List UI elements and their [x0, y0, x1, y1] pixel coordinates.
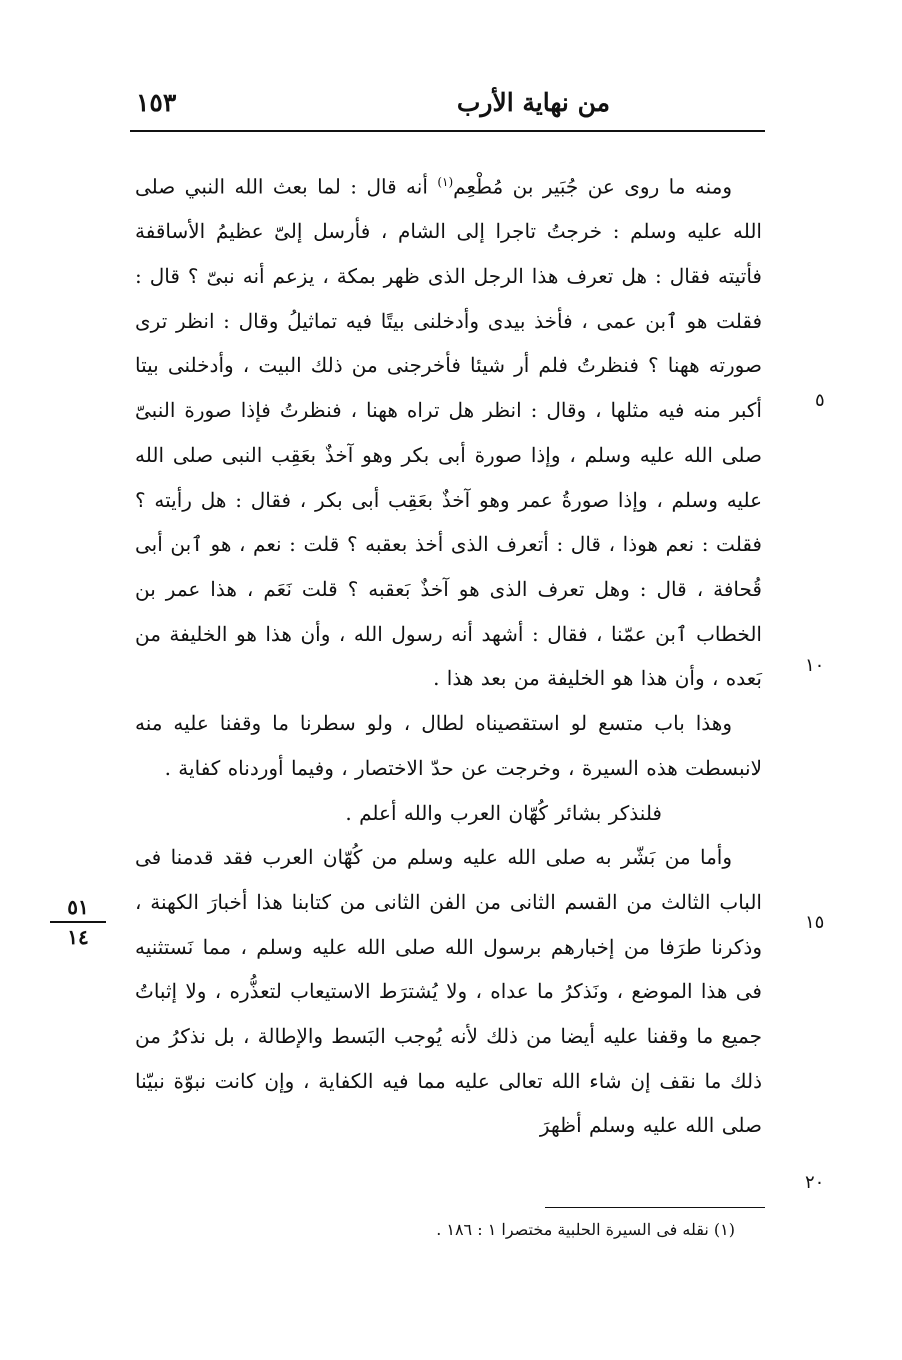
line-number-15: ١٥ — [805, 912, 825, 933]
paragraph-4: وأما من بَشّر به صلى الله عليه وسلم من كُهّان العرب فقد قدمنا فى الباب الثالث من القسم الثانى من الفن الثانى من كتابنا هذا أخبارَ الكهنة ، وذكرنا طرَفا من إخبارهم برسول الله صلى الله عليه وسلم ، مما نَستثنيه فى هذا الموضع ، ونَذكرُ ما عداه ، ولا يُشترَط الاستيعاب لتعذُّره ، ولا إثباتُ جميع ما وقفنا عليه أيضا من ذلك لأنه يُوجب البَسط والإطالة ، بل نذكرُ من ذلك ما نقف إن شاء الله تعالى عليه مما فيه الكفاية ، وإن كانت نبوّة نبيّنا صلى الله عليه وسلم أظهرَ — [135, 845, 762, 1138]
manuscript-number: ١٤ — [67, 925, 89, 949]
paragraph-2: وهذا باب متسع لو استقصيناه لطال ، ولو سطرنا ما وقفنا عليه منه لانبسطت هذه السيرة ، وخرجت عن حدّ الاختصار ، وفيما أوردناه كفاية . — [135, 711, 762, 780]
footnote: (١) نقله فى السيرة الحلبية مختصرا ١ : ١٨٦ . — [436, 1220, 735, 1239]
folio-number: ٥١ — [67, 895, 89, 919]
line-number-5: ٥ — [815, 390, 825, 411]
header-rule — [130, 130, 765, 132]
manuscript-folio-reference — [50, 895, 106, 949]
footnote-marker: (١) — [437, 175, 454, 189]
line-number-20: ٢٠ — [805, 1172, 825, 1193]
paragraph-1 — [135, 160, 762, 701]
paragraph-3: فلنذكر بشائر كُهّان العرب والله أعلم . — [345, 800, 662, 825]
footnote-rule — [545, 1207, 765, 1208]
folio-divider — [50, 921, 106, 923]
running-title: من نهاية الأرب — [456, 88, 610, 117]
paragraph-1-rest: أنه قال : لما بعث الله النبي صلى الله عليه وسلم : خرجتُ تاجرا إلى الشام ، فأرسل إلىّ عظيمُ الأساقفة فأتيته فقال : هل تعرف هذا الرجل الذى ظهر بمكة ، يزعم أنه نبىّ ؟ قال : فقلت هو ٱبن عمى ، فأخذ بيدى وأدخلنى بيتًا فيه تماثيلُ وقال : انظر ترى صورته ههنا ؟ فنظرتُ فلم أر شيئا فأخرجنى من ذلك البيت ، وأدخلنى بيتا أكبر منه فيه مثلها ، وقال : انظر هل تراه ههنا ، فنظرتُ فإذا صورة النبىّ صلى الله عليه وسلم ، وإذا صورة أبى بكر وهو آخذٌ بعَقِب النبى صلى الله عليه وسلم ، وإذا صورةُ عمر وهو آخذٌ بعَقِب أبى بكر ، فقال : هل رأيته ؟ فقلت : نعم هوذا ، قال : أتعرف الذى أخذ بعقبه ؟ قلت : نعم ، هو ٱبن أبى قُحافة ، قال : وهل تعرف الذى هو آخذٌ بَعقبه ؟ قلت نَعَم ، هذا عمر بن الخطاب ٱبن عمّنا ، فقال : أشهد أنه رسول الله ، وأن هذا هو الخليفة من بَعده ، وأن هذا هو الخليفة من بعد هذا . — [135, 174, 762, 691]
running-header — [130, 82, 765, 122]
line-number-10: ١٠ — [805, 655, 825, 676]
page-number: ١٥٣ — [136, 88, 177, 117]
paragraph-1-start: ومنه ما روى عن جُبَير بن مُطْعِم — [453, 174, 733, 199]
main-text — [135, 160, 762, 1148]
